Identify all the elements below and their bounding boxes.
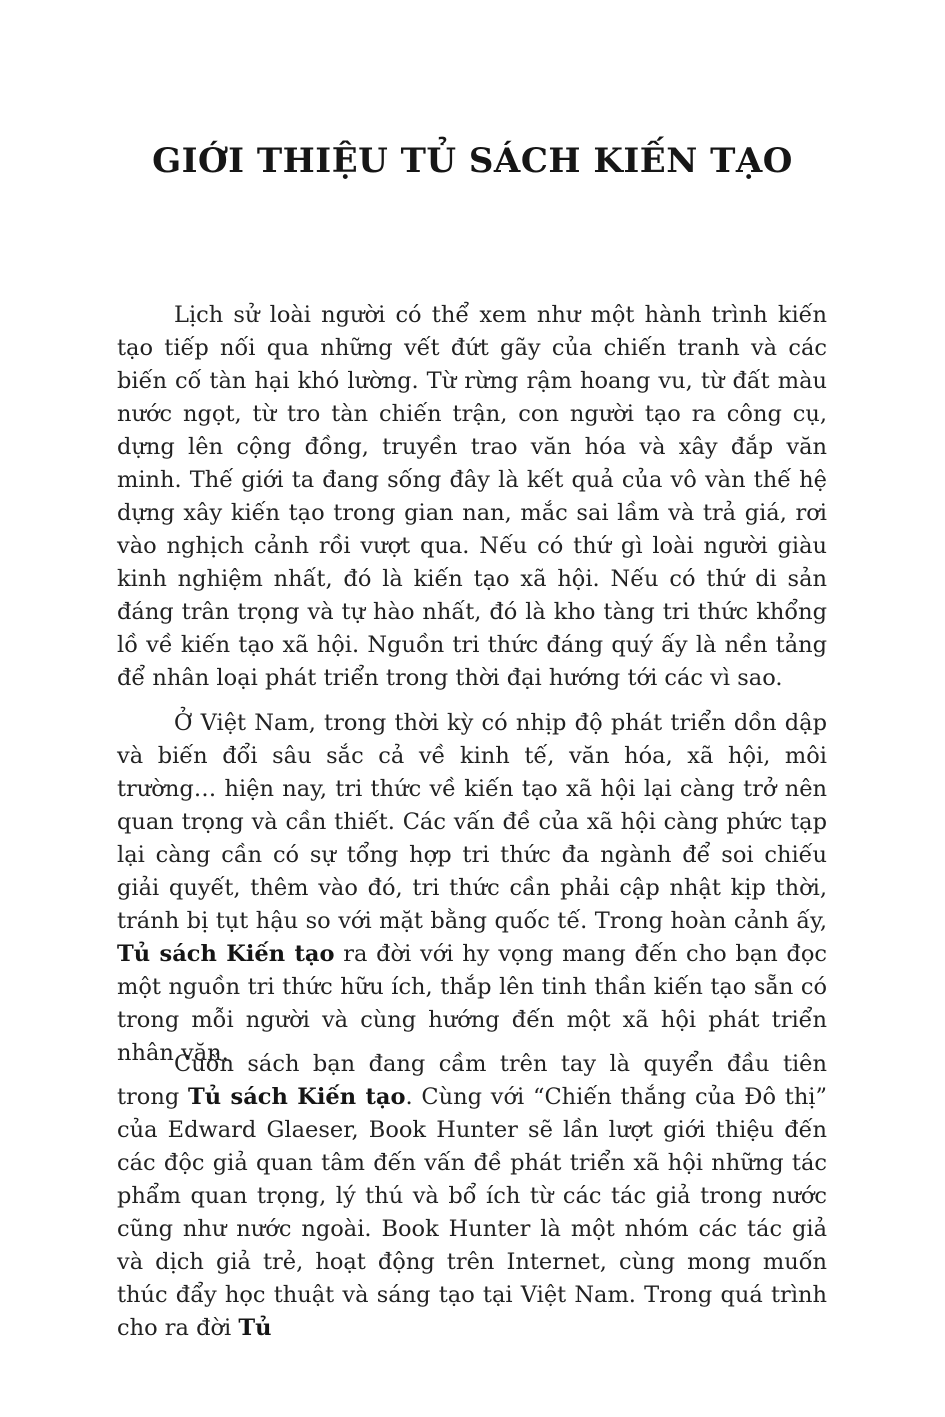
paragraph-3 xyxy=(117,1048,827,1345)
paragraph-2-text-b: ra đời với hy vọng mang đến cho bạn đọc một nguồn tri thức hữu ích, thắp lên tinh thần kiến tạo sẵn có trong mỗi người và cùng hướng đến một xã hội phát triển nhân văn. xyxy=(117,941,827,1066)
paragraph-3-text-a: Cuốn sách bạn đang cầm trên tay là quyển đầu tiên trong xyxy=(117,1051,827,1110)
series-name-bold: Tủ sách Kiến tạo xyxy=(188,1084,406,1110)
page-title: GIỚI THIỆU TỦ SÁCH KIẾN TẠO xyxy=(152,141,793,181)
series-name-bold: Tủ sách Kiến tạo xyxy=(117,941,335,967)
paragraph-1 xyxy=(117,299,827,695)
paragraph-2-text-a: Ở Việt Nam, trong thời kỳ có nhịp độ phát triển dồn dập và biến đổi sâu sắc cả về kinh tế, văn hóa, xã hội, môi trường… hiện nay, tri thức về kiến tạo xã hội lại càng trở nên quan trọng và cần thiết. Các vấn đề của xã hội càng phức tạp lại càng cần có sự tổng hợp tri thức đa ngành để soi chiếu giải quyết, thêm vào đó, tri thức cần phải cập nhật kịp thời, tránh bị tụt hậu so với mặt bằng quốc tế. Trong hoàn cảnh ấy, xyxy=(117,710,827,934)
series-name-bold-fragment: Tủ xyxy=(238,1315,272,1341)
paragraph-1-text: Lịch sử loài người có thể xem như một hành trình kiến tạo tiếp nối qua những vết đứt gãy của chiến tranh và các biến cố tàn hại khó lường. Từ rừng rậm hoang vu, từ đất màu nước ngọt, từ tro tàn chiến trận, con người tạo ra công cụ, dựng lên cộng đồng, truyền trao văn hóa và xây đắp văn minh. Thế giới ta đang sống đây là kết quả của vô vàn thế hệ dựng xây kiến tạo trong gian nan, mắc sai lầm và trả giá, rơi vào nghịch cảnh rồi vượt qua. Nếu có thứ gì loài người giàu kinh nghiệm nhất, đó là kiến tạo xã hội. Nếu có thứ di sản đáng trân trọng và tự hào nhất, đó là kho tàng tri thức khổng lồ về kiến tạo xã hội. Nguồn tri thức đáng quý ấy là nền tảng để nhân loại phát triển trong thời đại hướng tới các vì sao. xyxy=(117,302,827,691)
paragraph-2 xyxy=(117,707,827,1070)
paragraph-3-text-b: . Cùng với “Chiến thắng của Đô thị” của Edward Glaeser, Book Hunter sẽ lần lượt giới thiệu đến các độc giả quan tâm đến vấn đề phát triển xã hội những tác phẩm quan trọng, lý thú và bổ ích từ các tác giả trong nước cũng như nước ngoài. Book Hunter là một nhóm các tác giả và dịch giả trẻ, hoạt động trên Internet, cùng mong muốn thúc đẩy học thuật và sáng tạo tại Việt Nam. Trong quá trình cho ra đời xyxy=(117,1084,828,1341)
